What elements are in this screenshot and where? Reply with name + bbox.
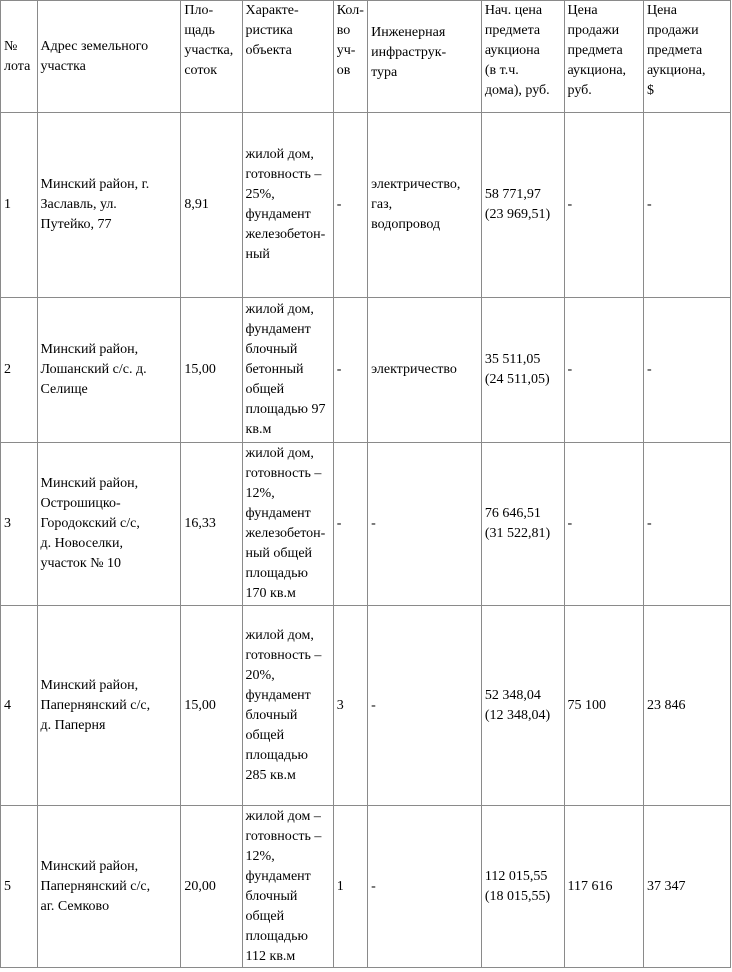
- lot-number: 2: [1, 298, 38, 443]
- table-row: [1, 298, 731, 443]
- table-row: [1, 806, 731, 968]
- lot-start-price: 112 015,55 (18 015,55): [481, 806, 564, 968]
- lot-area: 15,00: [181, 298, 242, 443]
- lot-sale-price-usd: -: [643, 443, 730, 606]
- lot-infrastructure: -: [368, 606, 482, 806]
- lot-start-price: 52 348,04 (12 348,04): [481, 606, 564, 806]
- header-infrastructure: Инженерная инфраструк- тура: [368, 1, 482, 113]
- lot-sale-price-rub: 117 616: [564, 806, 643, 968]
- lot-infrastructure: электричество, газ, водопровод: [368, 113, 482, 298]
- lot-sale-price-usd: 23 846: [643, 606, 730, 806]
- table-row: [1, 606, 731, 806]
- lot-characteristic: жилой дом, готовность – 12%, фундамент железобетон- ный общей площадью 170 кв.м: [242, 443, 333, 606]
- lot-sale-price-rub: -: [564, 298, 643, 443]
- header-sale-price-usd: Цена продажи предмета аукциона, $: [643, 1, 730, 113]
- lot-number: 4: [1, 606, 38, 806]
- lot-sale-price-rub: -: [564, 113, 643, 298]
- header-count: Кол- во уч- ов: [333, 1, 367, 113]
- lot-area: 15,00: [181, 606, 242, 806]
- lot-number: 3: [1, 443, 38, 606]
- lot-address: Минский район, Лошанский с/с. д. Селище: [37, 298, 181, 443]
- header-area: Пло- щадь участка, соток: [181, 1, 242, 113]
- lot-sale-price-usd: 37 347: [643, 806, 730, 968]
- lot-start-price: 35 511,05 (24 511,05): [481, 298, 564, 443]
- lot-characteristic: жилой дом, готовность – 25%, фундамент железобетон- ный: [242, 113, 333, 298]
- lot-address: Минский район, Папернянский с/с, д. Паперня: [37, 606, 181, 806]
- table-header-row: [1, 1, 731, 113]
- lot-area: 20,00: [181, 806, 242, 968]
- lot-address: Минский район, Острошицко- Городокский с/с, д. Новоселки, участок № 10: [37, 443, 181, 606]
- lot-start-price: 58 771,97 (23 969,51): [481, 113, 564, 298]
- lot-area: 16,33: [181, 443, 242, 606]
- table-row: [1, 113, 731, 298]
- lot-number: 1: [1, 113, 38, 298]
- header-sale-price-rub: Цена продажи предмета аукциона, руб.: [564, 1, 643, 113]
- lot-characteristic: жилой дом, готовность – 20%, фундамент блочный общей площадью 285 кв.м: [242, 606, 333, 806]
- lot-sale-price-usd: -: [643, 113, 730, 298]
- lot-sale-price-rub: -: [564, 443, 643, 606]
- lot-characteristic: жилой дом – готовность – 12%, фундамент блочный общей площадью 112 кв.м: [242, 806, 333, 968]
- lot-address: Минский район, г. Заславль, ул. Путейко, 77: [37, 113, 181, 298]
- lot-infrastructure: -: [368, 806, 482, 968]
- lot-start-price: 76 646,51 (31 522,81): [481, 443, 564, 606]
- header-start-price: Нач. цена предмета аукциона (в т.ч. дома), руб.: [481, 1, 564, 113]
- header-lot-number: № лота: [1, 1, 38, 113]
- lot-area: 8,91: [181, 113, 242, 298]
- lot-count: 1: [333, 806, 367, 968]
- lot-address: Минский район, Папернянский с/с, аг. Семково: [37, 806, 181, 968]
- lot-infrastructure: электричество: [368, 298, 482, 443]
- lot-infrastructure: -: [368, 443, 482, 606]
- lot-count: 3: [333, 606, 367, 806]
- lot-sale-price-usd: -: [643, 298, 730, 443]
- lot-sale-price-rub: 75 100: [564, 606, 643, 806]
- header-address: Адрес земельного участка: [37, 1, 181, 113]
- lot-count: -: [333, 443, 367, 606]
- lot-count: -: [333, 113, 367, 298]
- table-row: [1, 443, 731, 606]
- header-characteristic: Характе- ристика объекта: [242, 1, 333, 113]
- lot-count: -: [333, 298, 367, 443]
- lot-number: 5: [1, 806, 38, 968]
- lot-characteristic: жилой дом, фундамент блочный бетонный общей площадью 97 кв.м: [242, 298, 333, 443]
